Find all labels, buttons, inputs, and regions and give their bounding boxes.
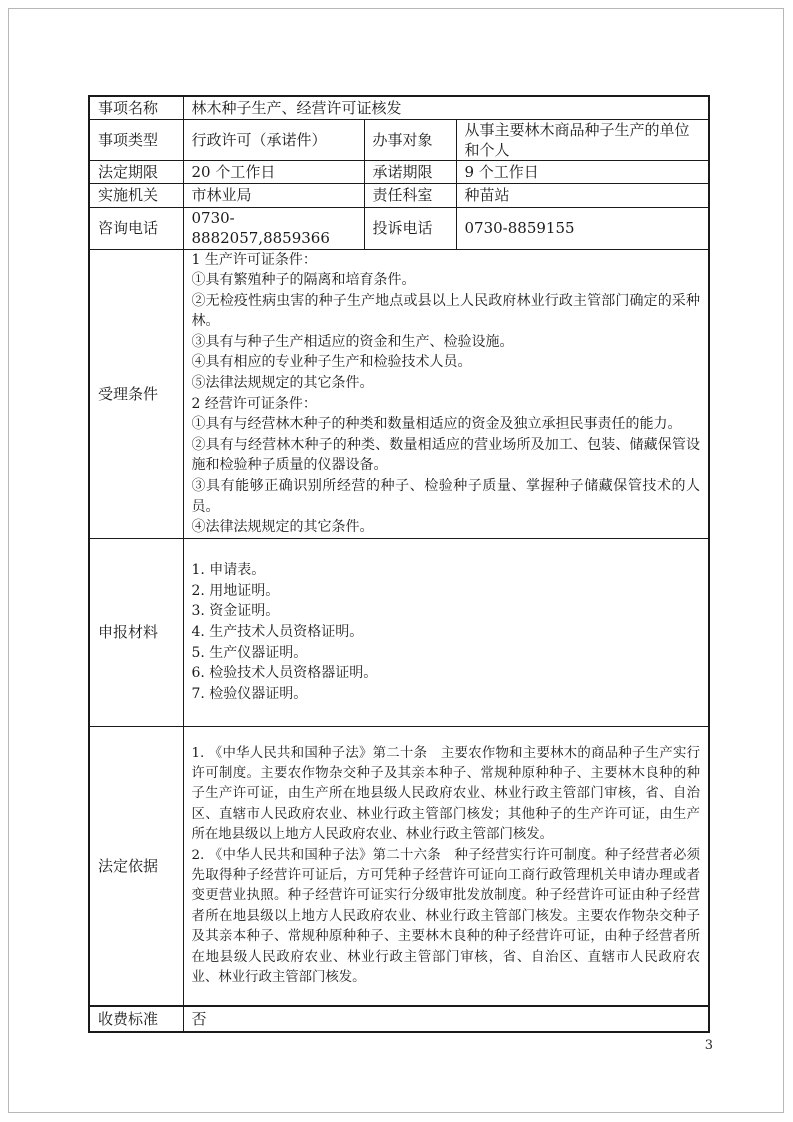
promised-period-value: 9 个工作日 [456, 161, 709, 184]
statutory-period-value: 20 个工作日 [183, 161, 364, 184]
text-line: ④具有相应的专业种子生产和检验技术人员。 [191, 354, 472, 371]
legal-basis-value [183, 726, 709, 1006]
text-line: 6. 检验技术人员资格器证明。 [191, 665, 378, 682]
item-name-value: 林木种子生产、经营许可证核发 [183, 96, 709, 119]
service-target-label: 办事对象 [364, 119, 456, 161]
text-line: 3. 资金证明。 [191, 603, 280, 620]
responsible-section-value: 种苗站 [456, 184, 709, 208]
text-line: 7. 检验仪器证明。 [191, 685, 308, 702]
text-line: 2. 《中华人民共和国种子法》第二十六条 种子经营实行许可制度。种子经营者必须先取得种子经营许可证后，方可凭种子经营许可证向工商行政管理机关申请办理或者变更营业执照。种子经营许可证实行分级审批发放制度。种子经营许可证由种子经营者所在地县级以上地方人民政府农业、林业行政主管部门核发。主要农作物杂交种子及其亲本种子、常规种原种种子、主要林木良种的种子经营许可证，由种子经营者所在地县级人民政府农业、林业行政主管部门审核，省、自治区、直辖市人民政府农业、林业行政主管部门核发。 [191, 847, 701, 986]
text-line: ⑤法律法规规定的其它条件。 [191, 375, 374, 392]
text-line: 2 经营许可证条件： [191, 395, 317, 412]
service-target-value: 从事主要林木商品种子生产的单位和个人 [456, 119, 709, 161]
text-line: 2. 用地证明。 [191, 582, 280, 599]
promised-period-label: 承诺期限 [364, 161, 456, 184]
legal-basis-text [192, 744, 701, 989]
acceptance-conditions-label: 受理条件 [89, 249, 183, 538]
complaint-phone-value: 0730-8859155 [456, 208, 709, 250]
item-type-label: 事项类型 [89, 119, 183, 161]
application-materials-list [192, 560, 701, 704]
responsible-section-label: 责任科室 [364, 184, 456, 208]
text-line: ④法律法规规定的其它条件。 [191, 519, 374, 536]
row-fee-standard [89, 1006, 709, 1032]
application-materials-value [183, 538, 709, 726]
inquiry-phone-label: 咨询电话 [89, 208, 183, 250]
page-number: 3 [704, 1038, 713, 1053]
implementing-agency-value: 市林业局 [183, 184, 364, 208]
approval-item-table [88, 95, 710, 1033]
text-line: ①具有与经营林木种子的种类和数量相适应的资金及独立承担民事责任的能力。 [191, 416, 682, 433]
inquiry-phone-value: 0730-8882057,8859366 [183, 208, 364, 250]
fee-standard-value: 否 [183, 1006, 709, 1032]
row-statutory-period [89, 161, 709, 184]
row-item-type [89, 119, 709, 161]
statutory-period-label: 法定期限 [89, 161, 183, 184]
legal-basis-label: 法定依据 [89, 726, 183, 1006]
row-acceptance-conditions [89, 249, 709, 538]
text-line: ③具有能够正确识别所经营的种子、检验种子质量、掌握种子储藏保管技术的人员。 [191, 478, 701, 515]
text-line: 5. 生产仪器证明。 [191, 644, 308, 661]
implementing-agency-label: 实施机关 [89, 184, 183, 208]
text-line: ①具有繁殖种子的隔离和培育条件。 [191, 272, 416, 289]
text-line: 1. 申请表。 [191, 562, 266, 579]
row-legal-basis [89, 726, 709, 1006]
row-phones [89, 208, 709, 250]
acceptance-conditions-text [192, 250, 701, 538]
row-application-materials [89, 538, 709, 726]
item-name-label: 事项名称 [89, 96, 183, 119]
text-line: ②无检疫性病虫害的种子生产地点或县以上人民政府林业行政主管部门确定的采种林。 [191, 292, 701, 330]
complaint-phone-label: 投诉电话 [364, 208, 456, 250]
application-materials-label: 申报材料 [89, 538, 183, 726]
fee-standard-label: 收费标准 [89, 1006, 183, 1032]
text-line: ②具有与经营林木种子的种类、数量相适应的营业场所及加工、包装、储藏保管设施和检验种子质量的仪器设备。 [191, 436, 701, 474]
text-line: ③具有与种子生产相适应的资金和生产、检验设施。 [191, 333, 514, 350]
row-item-name [89, 96, 709, 119]
item-type-value: 行政许可（承诺件） [183, 119, 364, 161]
row-implementing-agency [89, 184, 709, 208]
text-line: 1 生产许可证条件： [191, 251, 317, 268]
acceptance-conditions-value [183, 249, 709, 538]
text-line: 1. 《中华人民共和国种子法》第二十条 主要农作物和主要林木的商品种子生产实行许可制度。主要农作物杂交种子及其亲本种子、常规种原种种子、主要林木良种的种子生产许可证，由生产所在地县级人民政府农业、林业行政主管部门审核，省、自治区、直辖市人民政府农业、林业行政主管部门核发；其他种子的生产许可证，由生产所在地县级以上地方人民政府农业、林业行政主管部门核发。 [191, 745, 701, 843]
text-line: 4. 生产技术人员资格证明。 [191, 624, 364, 641]
